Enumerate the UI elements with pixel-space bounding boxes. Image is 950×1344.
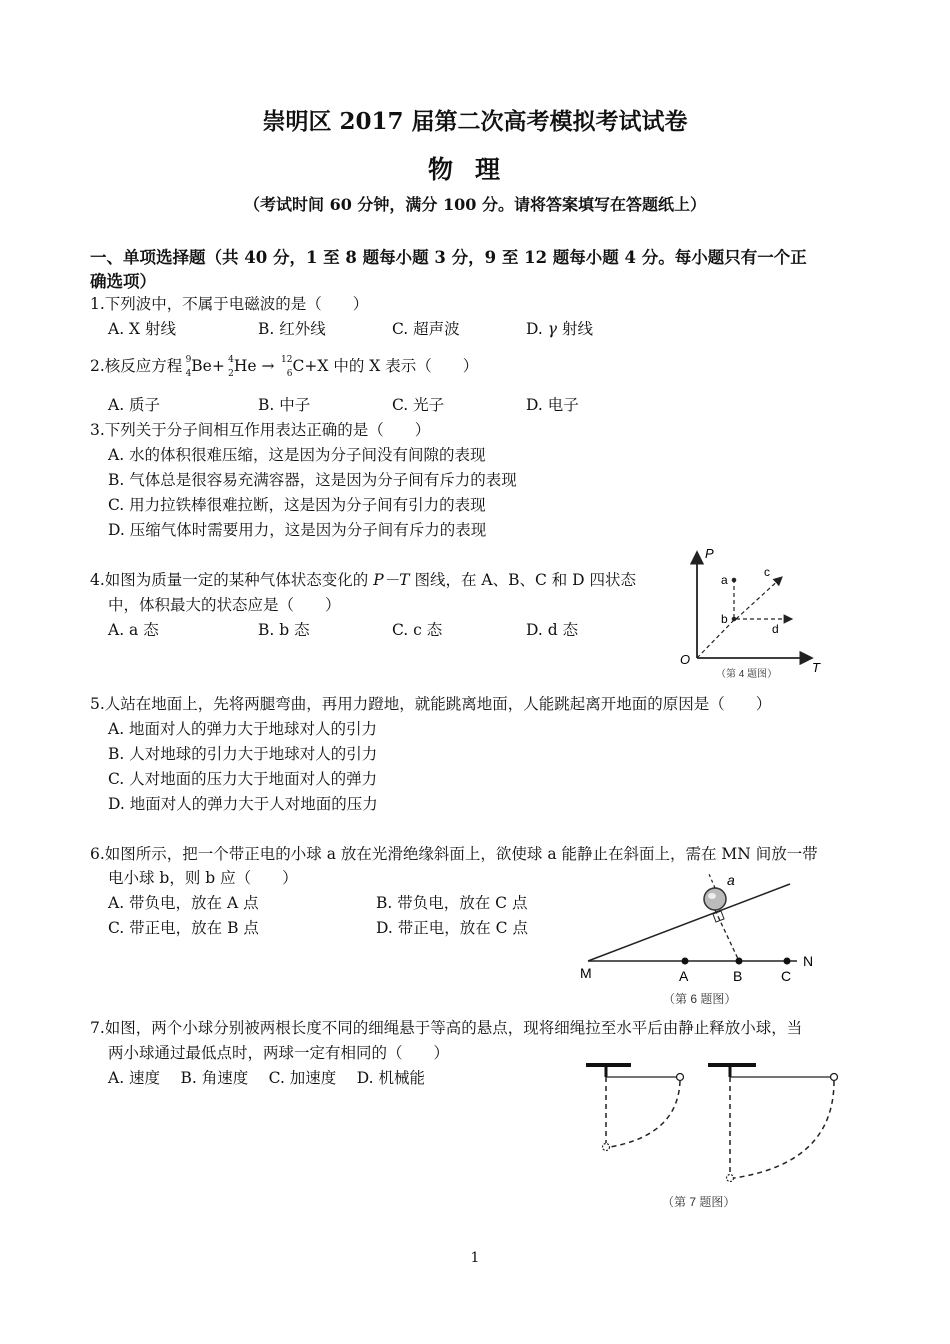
- incline-line: [588, 884, 790, 961]
- q4-stem-post: 图线，在 A、B、C 和 D 四状态: [414, 571, 637, 589]
- x-symbol: X: [317, 357, 329, 375]
- point-A: [682, 958, 689, 965]
- c-isotope-numbers: [279, 355, 293, 379]
- plus-sign: +: [211, 357, 225, 375]
- q4-option-b: B. b 态: [258, 621, 310, 639]
- q6-option-b: B. 带负电，放在 C 点: [376, 894, 528, 912]
- q6-option-c: C. 带正电，放在 B 点: [108, 919, 259, 937]
- q7-stem-line1: 7.如图，两个小球分别被两根长度不同的细绳悬于等高的悬点，现将细绳拉至水平后由静止释放小球，当: [90, 1019, 803, 1037]
- perpendicular-dash: [715, 910, 739, 961]
- q4-stem-line2: 中，体积最大的状态应是（ ）: [108, 596, 341, 614]
- he-symbol: He: [233, 357, 257, 375]
- left-ball-start: [677, 1074, 684, 1081]
- q5-option-c: C. 人对地面的压力大于地面对人的弹力: [108, 770, 378, 788]
- c-symbol: C: [292, 357, 305, 375]
- q7-stem-line2: 两小球通过最低点时，两球一定有相同的（ ）: [108, 1044, 450, 1062]
- ball-highlight: [708, 893, 716, 899]
- q2-option-d: D. 电子: [526, 396, 579, 414]
- left-ball-bottom: [603, 1144, 610, 1151]
- q1-option-d-rest: 射线: [561, 320, 593, 338]
- reaction-arrow: →: [261, 357, 275, 375]
- q2-prefix: 2.核反应方程: [90, 357, 183, 375]
- q4-stem-line1: [90, 568, 636, 590]
- q6-figure-caption: （第 6 题图）: [663, 992, 737, 1006]
- label-b: b: [721, 612, 728, 626]
- q7-options: A. 速度 B. 角速度 C. 加速度 D. 机械能: [108, 1069, 425, 1087]
- b-to-c-line: [736, 577, 782, 619]
- c-mass-number: 12: [281, 355, 293, 365]
- q3-option-a: A. 水的体积很难压缩，这是因为分子间没有间隙的表现: [108, 446, 486, 464]
- right-swing-arc: [734, 1081, 834, 1178]
- be-atomic-number: 4: [185, 369, 192, 379]
- q7-pendulum-figure: [580, 1055, 850, 1215]
- q3-stem: 3.下列关于分子间相互作用表达正确的是（ ）: [90, 421, 431, 439]
- left-swing-arc: [610, 1081, 680, 1147]
- q4-option-c: C. c 态: [392, 621, 443, 639]
- q1-option-b: B. 红外线: [258, 320, 326, 338]
- pt-symbol: P－T: [373, 571, 410, 589]
- point-B: [736, 958, 743, 965]
- q2-suffix: 中的 X 表示（ ）: [333, 357, 479, 375]
- ball-label: a: [727, 872, 735, 888]
- be-isotope-numbers: [182, 355, 192, 379]
- c-atomic-number: 6: [286, 369, 293, 379]
- q3-option-d: D. 压缩气体时需要用力，这是因为分子间有斥力的表现: [108, 521, 487, 539]
- q6-option-a: A. 带负电，放在 A 点: [108, 894, 259, 912]
- label-c: c: [764, 565, 770, 579]
- be-symbol: Be: [191, 357, 212, 375]
- left-support: [586, 1063, 631, 1067]
- q1-option-d-prefix: D.: [526, 320, 543, 338]
- point-C: [784, 958, 791, 965]
- q6-stem-line1: 6.如图所示，把一个带正电的小球 a 放在光滑绝缘斜面上，欲使球 a 能静止在斜面上，需在 MN 间放一带: [90, 845, 818, 863]
- p-axis-label: P: [705, 546, 714, 561]
- q1-option-c: C. 超声波: [392, 320, 460, 338]
- point-a: [732, 578, 737, 583]
- label-d: d: [772, 622, 779, 636]
- origin-to-b-line: [697, 620, 734, 658]
- q2-option-b: B. 中子: [258, 396, 311, 414]
- he-atomic-number: 2: [228, 369, 234, 379]
- label-N: N: [803, 953, 814, 969]
- label-M: M: [580, 965, 592, 981]
- t-axis-label: T: [812, 660, 820, 675]
- ball-dash-top: [709, 874, 715, 888]
- subject-title: 物理: [427, 155, 522, 184]
- gamma-symbol: γ: [547, 320, 558, 338]
- q1-stem: 1.下列波中，不属于电磁波的是（ ）: [90, 295, 369, 313]
- he-isotope-numbers: [225, 355, 234, 379]
- q7-figure-caption: （第 7 题图）: [662, 1195, 736, 1209]
- exam-title: 崇明区 2017 届第二次高考模拟考试试卷: [262, 108, 688, 135]
- ball-a: [704, 888, 726, 910]
- q5-stem: 5.人站在地面上，先将两腿弯曲，再用力蹬地，就能跳离地面，人能跳起离开地面的原因是（ ）: [90, 695, 772, 713]
- origin-label: O: [680, 652, 691, 667]
- label-a: a: [721, 573, 728, 587]
- page-number: 1: [470, 1250, 480, 1266]
- q6-incline-figure: [575, 868, 825, 1013]
- q6-option-d: D. 带正电，放在 C 点: [376, 919, 528, 937]
- be-mass-number: 9: [185, 355, 192, 365]
- q5-option-d: D. 地面对人的弹力大于人对地面的压力: [108, 795, 378, 813]
- section-heading-line1: 一、单项选择题（共 40 分，1 至 8 题每小题 3 分，9 至 12 题每小题 4 分。每小题只有一个正: [90, 248, 807, 267]
- q2-option-c: C. 光子: [392, 396, 445, 414]
- q5-option-b: B. 人对地球的引力大于地球对人的引力: [108, 745, 378, 763]
- q4-stem-pre: 4.如图为质量一定的某种气体状态变化的: [90, 571, 369, 589]
- q4-option-d: D. d 态: [526, 621, 579, 639]
- point-b: [732, 617, 737, 622]
- q4-option-a: A. a 态: [108, 621, 159, 639]
- q2-option-a: A. 质子: [108, 396, 161, 414]
- right-support: [708, 1063, 756, 1067]
- q4-figure-caption: （第 4 题图）: [716, 669, 778, 680]
- q1-option-a: A. X 射线: [108, 320, 177, 338]
- label-C: C: [781, 968, 792, 984]
- label-A: A: [679, 968, 689, 984]
- q3-option-b: B. 气体总是很容易充满容器，这是因为分子间有斥力的表现: [108, 471, 517, 489]
- exam-note: （考试时间 60 分钟，满分 100 分。请将答案填写在答题纸上）: [244, 195, 706, 214]
- he-mass-number: 4: [228, 355, 234, 365]
- label-B: B: [733, 968, 743, 984]
- q4-pt-graph: [672, 540, 832, 685]
- q1-option-d: [526, 317, 593, 339]
- plus-sign-2: +: [304, 357, 318, 375]
- q6-stem-line2: 电小球 b，则 b 应（ ）: [108, 869, 298, 887]
- q3-option-c: C. 用力拉铁棒很难拉断，这是因为分子间有引力的表现: [108, 496, 486, 514]
- right-ball-start: [831, 1074, 838, 1081]
- q2-stem: [90, 354, 479, 379]
- q5-option-a: A. 地面对人的弹力大于地球对人的引力: [108, 720, 378, 738]
- right-ball-bottom: [727, 1175, 734, 1182]
- section-heading-line2: 确选项）: [90, 272, 156, 291]
